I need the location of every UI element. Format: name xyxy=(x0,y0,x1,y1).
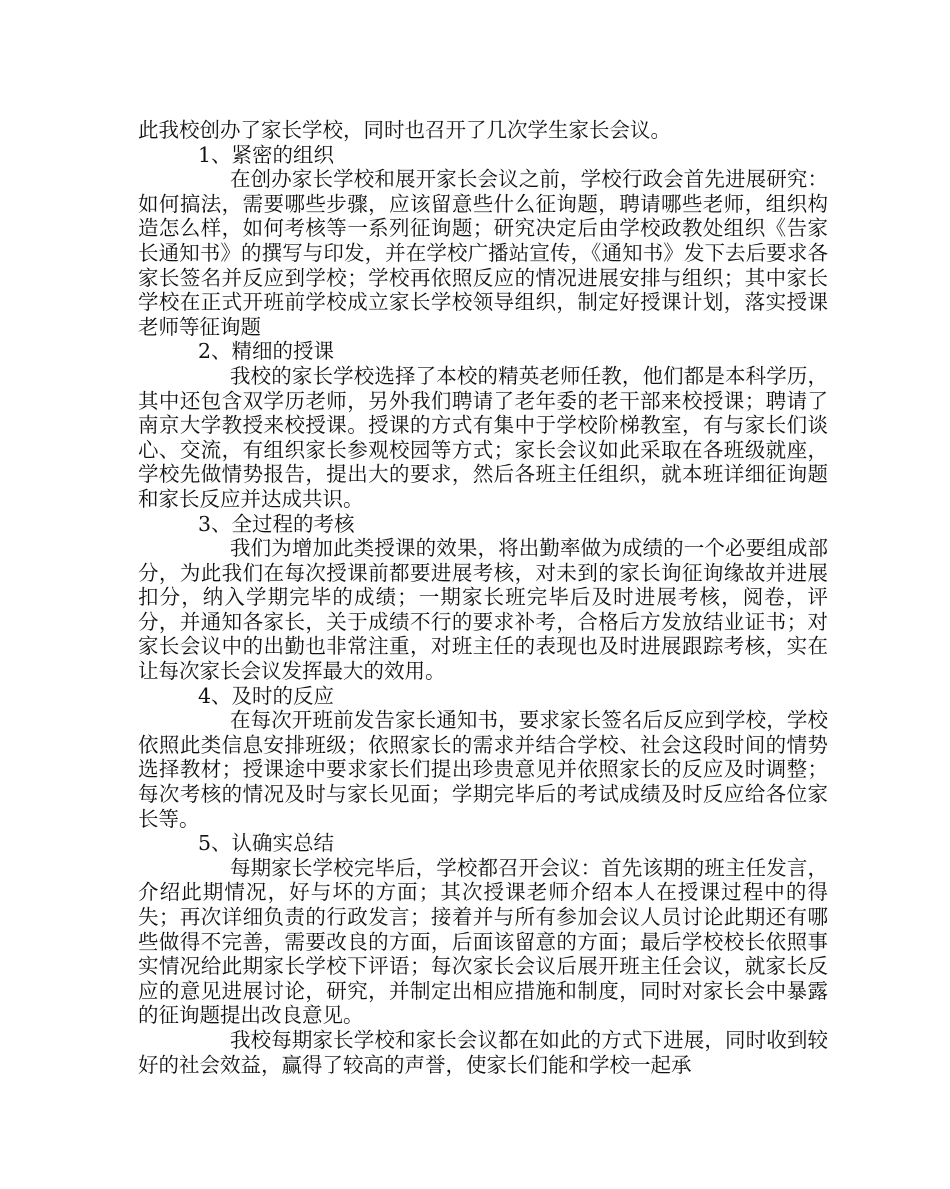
body-paragraph: 我们为增加此类授课的效果，将出勤率做为成绩的一个必要组成部分，为此我们在每次授课前都要进展考核，对未到的家长询征询缘故并进展扣分，纳入学期完毕的成绩；一期家长班完毕后及时进展考核，阅卷，评分，并通知各家长，关于成绩不行的要求补考，合格后方发放结业证书；对家长会议中的出勤也非常注重，对班主任的表现也及时进展跟踪考核，实在让每次家长会议发挥最大的效用。 xyxy=(138,536,828,684)
body-paragraph: 此我校创办了家长学校，同时也召开了几次学生家长会议。 xyxy=(138,118,671,142)
body-paragraph: 在每次开班前发告家长通知书，要求家长签名后反应到学校，学校依照此类信息安排班级；依照家长的需求并结合学校、社会这段时间的情势选择教材；授课途中要求家长们提出珍贵意见并依照家长的反应及时调整；每次考核的情况及时与家长见面；学期完毕后的考试成绩及时反应给各位家长等。 xyxy=(138,708,828,831)
section-heading: 2、精细的授课 xyxy=(198,339,335,364)
body-paragraph: 我校每期家长学校和家长会议都在如此的方式下进展，同时收到较好的社会效益，赢得了较高的声誉，使家长们能和学校一起承 xyxy=(138,1027,828,1077)
section-heading: 4、及时的反应 xyxy=(198,683,335,708)
body-paragraph: 每期家长学校完毕后，学校都召开会议：首先该期的班主任发言，介绍此期情况，好与坏的方面；其次授课老师介绍本人在授课过程中的得失；再次详细负责的行政发言；接着并与所有参加会议人员讨论此期还有哪些做得不完善，需要改良的方面，后面该留意的方面；最后学校校长依照事实情况给此期家长学校下评语；每次家长会议后展开班主任会议，就家长反应的意见进展讨论，研究，并制定出相应措施和制度，同时对家长会中暴露的征询题提出改良意见。 xyxy=(138,855,828,1028)
body-paragraph: 在创办家长学校和展开家长会议之前，学校行政会首先进展研究：如何搞法，需要哪些步骤，应该留意些什么征询题，聘请哪些老师，组织构造怎么样，如何考核等一系列征询题；研究决定后由学校政教处组织《告家长通知书》的撰写与印发，并在学校广播站宣传，《通知书》发下去后要求各家长签名并反应到学校；学校再依照反应的情况进展安排与组织；其中家长学校在正式开班前学校成立家长学校领导组织，制定好授课计划，落实授课老师等征询题 xyxy=(138,167,828,339)
document-body xyxy=(138,118,828,1077)
section-heading: 1、紧密的组织 xyxy=(198,142,335,167)
section-heading: 3、全过程的考核 xyxy=(198,511,355,536)
body-paragraph: 我校的家长学校选择了本校的精英老师任教，他们都是本科学历，其中还包含双学历老师，另外我们聘请了老年委的老干部来校授课；聘请了南京大学教授来校授课。授课的方式有集中于学校阶梯教室，有与家长们谈心、交流，有组织家长参观校园等方式；家长会议如此采取在各班级就座，学校先做情势报告，提出大的要求，然后各班主任组织，就本班详细征询题和家长反应并达成共识。 xyxy=(138,363,828,511)
section-heading: 5、认确实总结 xyxy=(198,831,335,856)
